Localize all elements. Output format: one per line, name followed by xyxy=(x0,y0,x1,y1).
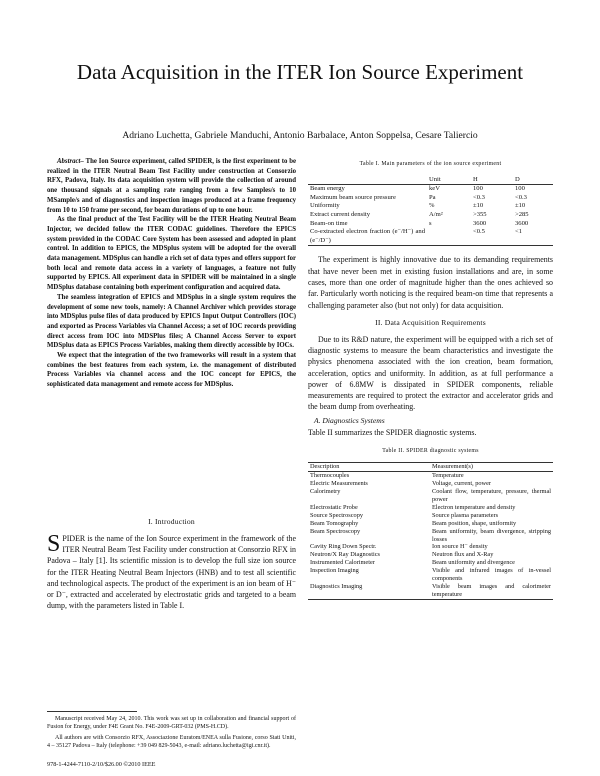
table-row xyxy=(308,551,553,559)
right-column xyxy=(308,160,553,600)
footnote-affiliation: All authors are with Consorzio RFX, Associazione Euratom/ENEA sulla Fusione, corso Stati Uniti, 4 – 35127 Padova – Italy (telephone: +39 049 829-5043, e-mail: adriano.luchetta@igi.cnr.it). xyxy=(47,734,296,750)
table-cell: % xyxy=(429,202,435,210)
table1-caption: Table I. Main parameters of the ion source experiment xyxy=(359,161,502,167)
table-row xyxy=(308,520,553,528)
table2-caption: Table II. SPIDER diagnostic systems xyxy=(382,447,479,454)
abstract-paragraph-4: We expect that the integration of the two frameworks will result in a system that combines the best features from each system, i.e. the management of distributed Process Variables via channel access and the IOC concept for EPICS, the sophisticated data management and remote access for MDSplus. xyxy=(47,352,296,389)
table-cell: keV xyxy=(429,185,440,193)
table-row xyxy=(308,504,553,512)
table1-header-row xyxy=(308,176,553,185)
table-cell: Electron temperature and density xyxy=(432,503,516,511)
table1-header-cell: D xyxy=(513,176,553,185)
abstract-paragraph-3: The seamless integration of EPICS and MDSplus in a single system requires the development of some new tools, namely: A Channel Archiver which provides storage into MDSplus pulse files of data produced by EPICS Input Output Controllers (IOC) and exported as Process Variables via Channel Access; a set of IOC records providing direct access from IOC into MDSPlus files; A Channel Access Server to export MDSplus data as EPICS Process Variables, making them directly accessible by IOCs. xyxy=(47,293,296,350)
table-cell: Beam uniformity, beam divergence, stripping losses xyxy=(432,527,551,543)
table-cell: <0.3 xyxy=(473,193,485,201)
table-cell: Visible beam images and calorimeter temperature xyxy=(432,583,551,598)
table-row xyxy=(308,185,553,194)
table1-header-cell: H xyxy=(471,176,513,185)
table-cell: >355 xyxy=(473,211,487,219)
table-cell: Uniformity xyxy=(310,202,340,210)
abstract-paragraph-2: As the final product of the Test Facility will be the ITER Heating Neutral Beam Injector, we decided follow the ITER CODAC guidelines. Therefore the EPICS system provided in the CODAC Core System has been assessed and adopted in plant control. In addition to EPICS, the MDSplus system will be adopted for the overall data management. MDSplus can handle a rich set of data types and offers support for both local and remote data access in a variety of languages, a feature not fully supported by EPICS. All experiment data in SPIDER will be maintained in a single MDSplus database containing both experiment configuration and acquired data. xyxy=(47,216,296,292)
table-row xyxy=(308,543,553,551)
table-cell: Electric Measurements xyxy=(310,480,368,488)
table-cell: Beam uniformity and divergence xyxy=(432,559,515,567)
introduction-text: PIDER is the name of the Ion Source experiment in the framework of the ITER Neutral Beam Test Facility under construction at Consorzio RFX in Padova – Italy [1]. Its scientific mission is to develop the full size ion source for the ITER Heating Neutral Beam Injectors (HNB) and to test all scientific and technological aspects. The product of the experiment is an ion beam of H⁻ or D⁻, extracted and accelerated by electrostatic grids and targeted to a beam dump, with the parameters listed in Table I. xyxy=(47,533,296,611)
table-cell: 3600 xyxy=(473,219,487,227)
table-cell: ±10 xyxy=(515,202,526,210)
introduction-paragraph xyxy=(47,530,296,612)
table-cell: Maximum beam source pressure xyxy=(310,193,396,201)
table-cell: Neutron flux and X-Ray xyxy=(432,551,494,559)
paper-title: Data Acquisition in the ITER Ion Source Experiment xyxy=(76,60,524,84)
drop-cap: S xyxy=(47,530,61,557)
table1-header-cell xyxy=(308,176,427,185)
table-cell: Beam energy xyxy=(310,185,345,193)
table-cell: Pa xyxy=(429,193,436,201)
footnote-rule xyxy=(47,711,137,712)
experiment-paragraph: The experiment is highly innovative due to its demanding requirements that have never been met in existing fusion installations and are, in some cases, more than one order of magnitude higher than the ones achieved so far. Particularly worth noticing is the required beam-on time that represents a challenging parameter also (but not only) for data acquisition. xyxy=(308,255,553,310)
table2-header-cell: Measurement(s) xyxy=(430,463,553,472)
abstract-label: Abstract– xyxy=(57,158,84,165)
table-row xyxy=(308,583,553,599)
table-cell: Co-extracted electron fraction (e⁻/H⁻) and (e⁻/D⁻) xyxy=(308,228,427,246)
table-cell: >285 xyxy=(515,211,529,219)
section-heading-introduction: I. Introduction xyxy=(148,517,195,526)
table2-header-row xyxy=(308,463,553,472)
table-cell: Inspection Imaging xyxy=(310,567,359,575)
table-row xyxy=(308,528,553,544)
table-cell: Beam Spectroscopy xyxy=(310,527,361,535)
table-row xyxy=(308,567,553,583)
table-cell: s xyxy=(429,219,432,227)
table-row xyxy=(308,211,553,220)
table-cell: Thermocouples xyxy=(310,472,350,480)
table-cell xyxy=(427,228,471,246)
footnotes xyxy=(47,711,296,753)
table-cell: Visible and infrared images of in-vessel components xyxy=(432,567,551,583)
table-cell: 100 xyxy=(473,185,483,193)
table1 xyxy=(308,176,553,247)
table1-header-cell: Unit xyxy=(427,176,471,185)
table-cell: Temperature xyxy=(432,472,464,480)
diagnostics-paragraph: Table II summarizes the SPIDER diagnostic systems. xyxy=(308,428,477,438)
footnote-manuscript: Manuscript received May 24, 2010. This work was set up in collaboration and financial support of Fusion for Energy, under F4E Grant No. F4E-2009-GRT-032 (PMS-H.CD). xyxy=(47,716,296,731)
table-cell: Electrostatic Probe xyxy=(310,503,358,511)
table-row xyxy=(308,472,553,480)
table-cell: 100 xyxy=(515,185,525,193)
author-list: Adriano Luchetta, Gabriele Manduchi, Antonio Barbalace, Anton Soppelsa, Cesare Taliercio xyxy=(122,130,478,141)
table-cell: Beam-on time xyxy=(310,219,348,227)
table-cell: Ion source H⁻ density xyxy=(432,543,488,551)
table-cell: Diagnostics Imaging xyxy=(308,583,430,599)
copyright-line: 978-1-4244-7110-2/10/$26.00 ©2010 IEEE xyxy=(47,761,156,768)
table-row xyxy=(308,480,553,488)
table-cell: Calorimetry xyxy=(310,488,341,496)
table-cell: A/m² xyxy=(429,211,443,219)
abstract-paragraph-1 xyxy=(47,157,296,215)
table-cell: ±10 xyxy=(473,202,484,210)
table-cell: Instrumented Calorimeter xyxy=(310,559,375,567)
table-row xyxy=(308,488,553,504)
table2-header-cell: Description xyxy=(308,463,430,472)
table-row xyxy=(308,220,553,229)
table-row xyxy=(308,202,553,211)
table-cell: <0.5 xyxy=(471,228,513,246)
table-cell: Source Spectroscopy xyxy=(310,511,363,519)
table-cell: Extract current density xyxy=(310,211,371,219)
table-cell: Voltage, current, power xyxy=(432,480,491,488)
table-row xyxy=(308,559,553,567)
table2 xyxy=(308,462,553,599)
requirements-paragraph: Due to its R&D nature, the experiment will be equipped with a rich set of diagnostic systems to measure the beam characteristics and investigate the physics phenomena associated with the ion creation, beam formation, acceleration, optics and uniformity. In addition, as at full performance a power of 6.8MW is dissipated in SPIDER components, reliable measurements are required to protect the extractor and accelerator grids and the beam dump from overheating. xyxy=(308,334,553,412)
section-heading-requirements: II. Data Acquisition Requirements xyxy=(375,317,486,327)
table-cell: Coolant flow, temperature, pressure, thermal power xyxy=(432,488,551,504)
table-cell: 3600 xyxy=(515,219,529,227)
table-cell: <1 xyxy=(513,228,553,246)
subsection-heading-diagnostics: A. Diagnostics Systems xyxy=(314,415,385,425)
abstract-text-1: The Ion Source experiment, called SPIDER, is the first experiment to be realized in the ITER Neutral Beam Test Facility under construction at Consorzio RFX, Padova, Italy. Its data acquisition system will provide the collection of around one thousand signals at a sampling rate ranging from a few Samples/s to 10 MSample/s and of diagnostics and inspection images produced at a frame frequency from 10 to 150 frame per second, for beam durations of up to one hour. xyxy=(47,158,297,214)
abstract xyxy=(47,157,296,390)
table-cell: Source plasma parameters xyxy=(432,511,499,519)
table-cell: Cavity Ring Down Spectr. xyxy=(310,543,377,551)
table-cell: Neutron/X Ray Diagnostics xyxy=(310,551,380,559)
table-cell: Beam position, shape, uniformity xyxy=(432,519,517,527)
table-row xyxy=(308,194,553,203)
table-row xyxy=(308,512,553,520)
table-cell: Beam Tomography xyxy=(310,519,359,527)
introduction-section xyxy=(47,510,296,612)
table-cell: <0.3 xyxy=(515,193,527,201)
table-row xyxy=(308,228,553,246)
